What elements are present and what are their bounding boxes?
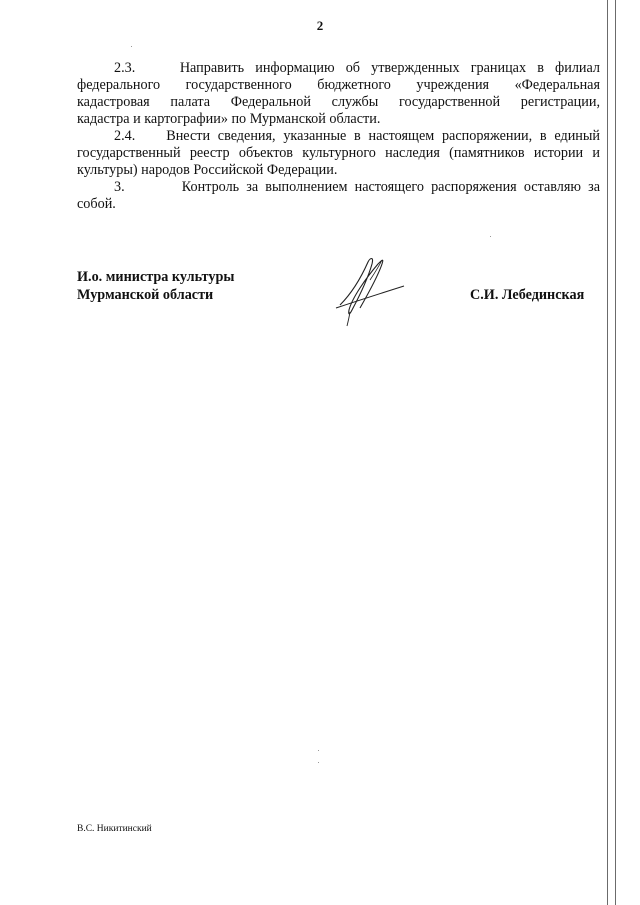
paragraph-line: федерального государственного бюджетного учреждения «Федеральная — [77, 77, 600, 93]
page-number: 2 — [316, 18, 324, 33]
paragraph-line: культуры) народов Российской Федерации. — [77, 162, 338, 178]
paragraph-line: кадастровая палата Федеральной службы государственной регистрации, — [77, 94, 600, 110]
page-edge-line — [615, 0, 616, 905]
paragraph-text: Контроль за выполнением настоящего распоряжения оставляю за — [181, 179, 601, 195]
paragraph-text: Направить информацию об утвержденных границах в филиал — [179, 60, 600, 76]
page-edge-line — [607, 0, 608, 905]
paragraph-2-4 — [77, 128, 600, 179]
signatory-position-line: И.о. министра культуры — [77, 269, 235, 285]
signatory-position — [77, 268, 234, 304]
paragraph-line: государственный реестр объектов культурного наследия (памятников истории и — [77, 145, 600, 161]
scan-speck — [318, 762, 319, 763]
scan-speck — [318, 750, 319, 751]
signatory-position-line: Мурманской области — [77, 287, 214, 303]
paragraph-line — [77, 179, 600, 196]
paragraph-2-3 — [77, 60, 600, 128]
paragraph-number: 2.3. — [114, 60, 136, 76]
paragraph-3 — [77, 179, 600, 213]
paragraph-text: Внести сведения, указанные в настоящем распоряжении, в единый — [166, 128, 601, 144]
paragraph-line — [77, 60, 600, 77]
paragraph-number: 2.4. — [114, 128, 136, 144]
executor-name: В.С. Никитинский — [77, 824, 152, 834]
signatory-name: С.И. Лебединская — [470, 287, 585, 303]
scan-speck — [131, 46, 132, 47]
document-body — [77, 60, 600, 213]
paragraph-number: 3. — [114, 179, 125, 195]
scan-speck — [490, 236, 491, 237]
handwritten-signature — [330, 250, 410, 330]
paragraph-line: собой. — [77, 196, 116, 212]
paragraph-line — [77, 128, 600, 145]
paragraph-line: кадастра и картографии» по Мурманской области. — [77, 111, 381, 127]
